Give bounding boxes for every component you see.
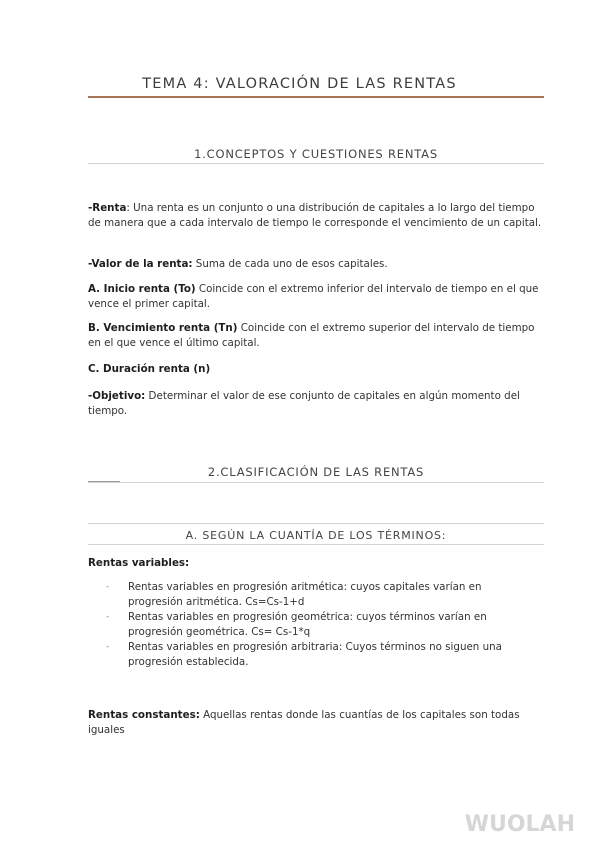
section-heading-conceptos: 1.CONCEPTOS Y CUESTIONES RENTAS [194, 147, 438, 161]
definition-term: -Renta [88, 202, 127, 214]
definition-text: Aquellas rentas donde las cuantías de los capitales son todas iguales [88, 709, 520, 736]
section-heading-clasificacion: 2.CLASIFICACIÓN DE LAS RENTAS [207, 465, 425, 479]
title-underline [88, 96, 544, 98]
list-item: - Rentas variables en progresión aritmética: cuyos capitales varían en progresión aritmética. Cs=Cs-1+d [106, 580, 536, 609]
definition-term: B. Vencimiento renta (Tn) [88, 322, 238, 334]
definition-text: Coincide con el extremo superior del intervalo de tiempo en el que vence el último capital. [88, 322, 535, 349]
list-item: - Rentas variables en progresión arbitraria: Cuyos términos no siguen una progresión establecida. [106, 640, 536, 669]
definition-text: : Una renta es un conjunto o una distribución de capitales a lo largo del tiempo de manera que a cada intervalo de tiempo le corresponde el vencimiento de un capital. [88, 202, 542, 229]
subsection-divider-bottom [88, 544, 544, 545]
definition-vencimiento [88, 321, 544, 350]
definition-text: Suma de cada uno de esos capitales. [192, 258, 388, 270]
definition-valor [88, 257, 544, 272]
definition-term: -Objetivo: [88, 390, 146, 402]
definition-text: Coincide con el extremo inferior del intervalo de tiempo en el que vence el primer capital. [88, 283, 539, 310]
definition-term: A. Inicio renta (To) [88, 283, 196, 295]
definition-inicio [88, 282, 544, 311]
subsection-divider-top [88, 523, 544, 524]
section-divider [88, 163, 544, 164]
definition-renta [88, 201, 544, 230]
definition-constantes [88, 708, 544, 737]
variables-heading-text: Rentas variables: [88, 557, 190, 569]
definition-objetivo [88, 389, 544, 418]
definition-text: Determinar el valor de ese conjunto de capitales en algún momento del tiempo. [88, 390, 520, 417]
definition-term: C. Duración renta (n) [88, 363, 211, 375]
subsection-heading-cuantia: A. SEGÚN LA CUANTÍA DE LOS TÉRMINOS: [185, 529, 447, 542]
wuolah-watermark-logo: WUOLAH [464, 812, 575, 837]
definition-term: -Valor de la renta: [88, 258, 193, 270]
variables-list [106, 580, 536, 670]
page-title: TEMA 4: VALORACIÓN DE LAS RENTAS [142, 76, 457, 92]
definition-term: Rentas constantes: [88, 709, 200, 721]
list-item: - Rentas variables en progresión geométrica: cuyos términos varían en progresión geométrica. Cs= Cs-1*q [106, 610, 536, 639]
definition-duracion [88, 362, 544, 377]
section-divider [88, 482, 544, 483]
variables-heading [88, 556, 544, 571]
